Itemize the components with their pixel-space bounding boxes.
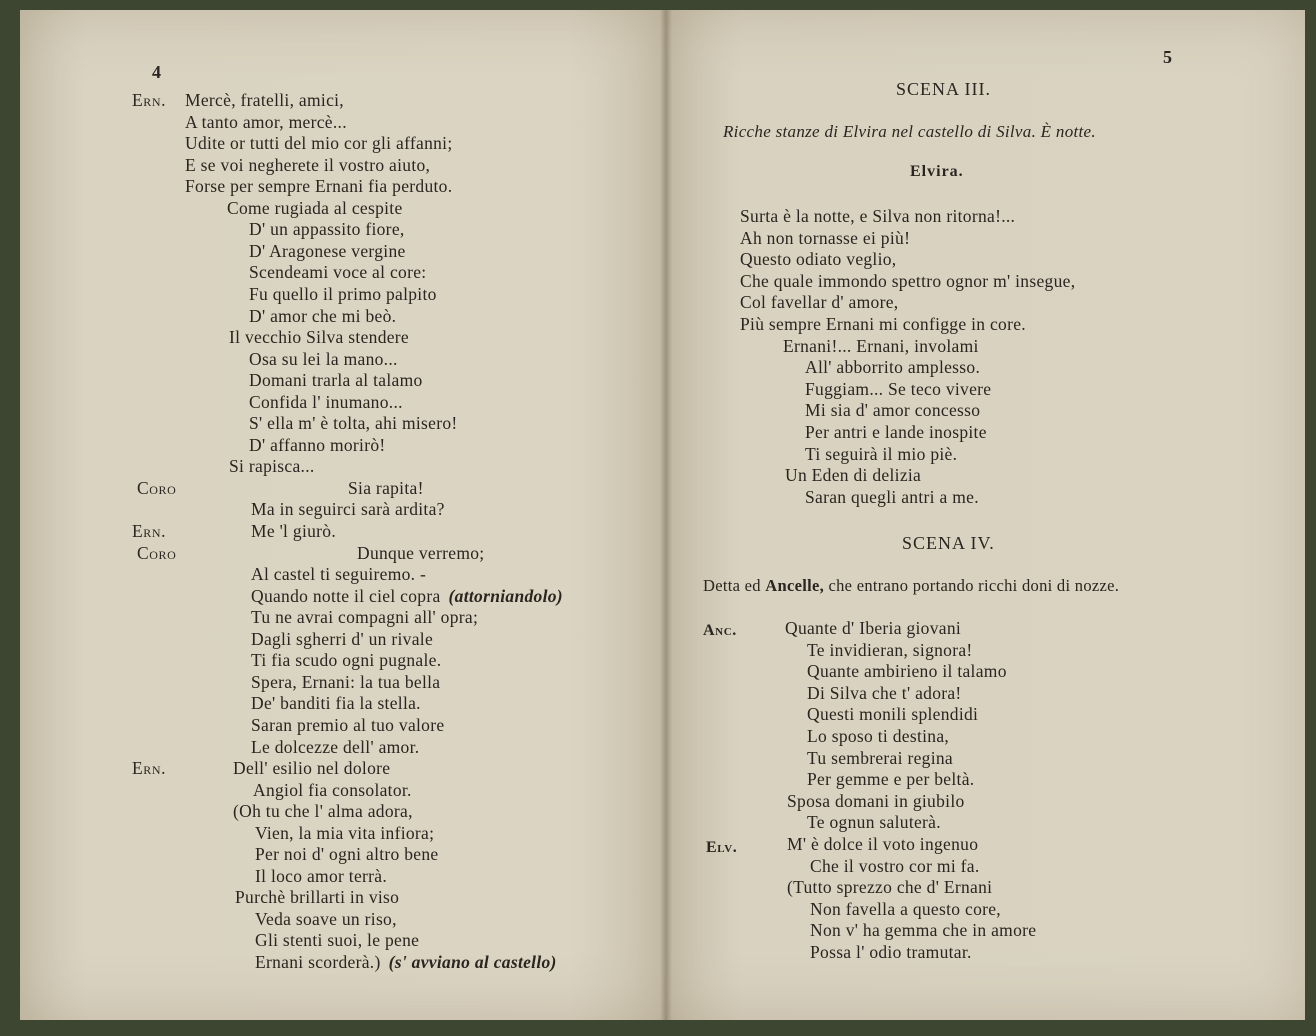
verse-line <box>251 564 426 584</box>
book-gutter <box>660 10 672 1020</box>
verse-line: Ti seguirà il mio piè. <box>805 443 958 464</box>
verse-line <box>249 262 426 282</box>
verse-line: Di Silva che t' adora! <box>807 682 962 703</box>
verse-line: Mi sia d' amor concesso <box>805 400 981 421</box>
verse-line <box>227 198 403 218</box>
verse-line <box>229 327 409 347</box>
verse-line: Non favella a questo core, <box>810 898 1001 919</box>
verse-text: Sia rapita! <box>348 477 424 498</box>
verse-text: Gli stenti suoi, le pene <box>255 930 420 951</box>
scene-4-setting <box>703 576 1119 596</box>
verse-line <box>185 90 344 110</box>
verse-text: Come rugiada al cespite <box>227 197 403 218</box>
verse-line: Surta è la notte, e Silva non ritorna!... <box>740 206 1016 226</box>
verse-line <box>185 133 453 153</box>
verse-text: D' affanno morirò! <box>249 434 386 455</box>
verse-text: Mercè, fratelli, amici, <box>185 90 344 110</box>
verse-line: All' abborrito amplesso. <box>805 357 981 378</box>
verse-line <box>249 241 406 261</box>
verse-text: Ernani scorderà.) <box>255 952 381 972</box>
scene-4-setting-pre: Detta ed <box>703 576 761 595</box>
verse-line <box>233 801 413 821</box>
verse-text: Osa su lei la mano... <box>249 348 398 369</box>
verse-text: A tanto amor, mercè... <box>185 111 347 132</box>
verse-text: Forse per sempre Ernani fia perduto. <box>185 176 453 197</box>
verse-text: Purchè brillarti in viso <box>235 887 400 908</box>
verse-text: Veda soave un riso, <box>255 908 397 929</box>
verse-line: Lo sposo ti destina, <box>807 726 950 746</box>
scene-4-setting-ancelle: Ancelle, <box>765 576 825 595</box>
verse-line <box>249 370 423 390</box>
verse-text: Scendeami voce al core: <box>249 262 427 283</box>
scene-4-title: SCENA IV. <box>902 533 995 553</box>
speaker-elv: Elv. <box>706 839 738 856</box>
verse-text: Dagli sgherri d' un rivale <box>251 628 434 649</box>
right-page-number: 5 <box>1163 47 1173 67</box>
verse-line: Saran quegli antri a me. <box>805 486 979 507</box>
verse-text: Quando notte il ciel copra <box>251 585 441 606</box>
speaker-label: Coro <box>137 477 177 498</box>
verse-line <box>251 737 419 757</box>
scene-4-setting-post: che entrano portando ricchi doni di nozze. <box>828 576 1120 595</box>
right-page <box>665 10 1305 1020</box>
verse-text: Tu ne avrai compagni all' opra; <box>251 607 479 628</box>
verse-line <box>251 693 421 713</box>
verse-line <box>249 413 458 433</box>
verse-line: Possa l' odio tramutar. <box>810 942 972 962</box>
left-page-number: 4 <box>152 62 162 82</box>
verse-line <box>185 112 347 132</box>
verse-line <box>249 435 386 455</box>
verse-line: Un Eden di delizia <box>785 465 922 486</box>
verse-text: Per noi d' ogni altro bene <box>255 844 439 865</box>
verse-text: Confida l' inumano... <box>249 391 403 412</box>
stage-direction: (attorniandolo) <box>448 585 563 606</box>
verse-text: Il vecchio Silva stendere <box>229 327 410 348</box>
verse-line <box>251 607 478 627</box>
verse-text: Le dolcezze dell' amor. <box>251 736 420 757</box>
verse-line <box>251 650 441 670</box>
verse-text: S' ella m' è tolta, ahi misero! <box>249 413 458 434</box>
verse-line <box>249 392 403 412</box>
verse-line <box>185 176 452 196</box>
verse-line <box>253 780 412 800</box>
verse-line: (Tutto sprezzo che d' Ernani <box>787 877 993 898</box>
verse-text: Ti fia scudo ogni pugnale. <box>251 650 442 671</box>
verse-text: Dunque verremo; <box>357 542 485 563</box>
verse-line <box>249 284 437 304</box>
verse-text: Fu quello il primo palpito <box>249 283 437 304</box>
verse-text: E se voi negherete il vostro aiuto, <box>185 154 431 175</box>
verse-line: Quante ambirieno il talamo <box>807 661 1007 682</box>
verse-line <box>251 586 563 606</box>
speaker-anc: Anc. <box>703 622 737 639</box>
verse-text: De' banditi fia la stella. <box>251 693 421 714</box>
verse-line: Questo odiato veglio, <box>740 249 897 270</box>
verse-line <box>255 844 438 864</box>
verse-line <box>255 866 387 886</box>
verse-line <box>233 758 390 778</box>
verse-line: Sposa domani in giubilo <box>787 790 965 811</box>
verse-line: Tu sembrerai regina <box>807 747 953 768</box>
verse-line: Per antri e lande inospite <box>805 422 987 442</box>
verse-line <box>348 478 424 498</box>
speaker-label: Ern. <box>132 758 167 779</box>
verse-line: Che quale immondo spettro ognor m' insegue, <box>740 270 1076 291</box>
verse-line: Questi monili splendidi <box>807 704 979 725</box>
verse-line <box>185 155 430 175</box>
verse-text: Saran premio al tuo valore <box>251 714 445 735</box>
verse-line <box>251 629 433 649</box>
verse-line: Quante d' Iberia giovani <box>785 618 962 638</box>
verse-text: D' un appassito fiore, <box>249 219 405 240</box>
verse-line <box>255 823 434 843</box>
verse-text: Udite or tutti del mio cor gli affanni; <box>185 133 453 154</box>
verse-text: Al castel ti seguiremo. - <box>251 564 427 585</box>
verse-text: Domani trarla al talamo <box>249 370 423 391</box>
verse-text: Si rapisca... <box>229 456 315 477</box>
verse-line: Te ognun saluterà. <box>807 812 941 833</box>
verse-line <box>249 306 396 326</box>
verse-line: Per gemme e per beltà. <box>807 769 975 790</box>
verse-line <box>249 219 405 239</box>
verse-line <box>251 715 444 735</box>
verse-line: Te invidieran, signora! <box>807 639 973 660</box>
verse-line: Non v' ha gemma che in amore <box>810 920 1037 941</box>
verse-line <box>229 456 315 476</box>
verse-line <box>255 952 557 972</box>
stage-direction: (s' avviano al castello) <box>388 952 557 972</box>
scene-3-title: SCENA III. <box>896 79 991 99</box>
verse-line: Ah non tornasse ei più! <box>740 227 911 248</box>
verse-line <box>255 930 419 950</box>
verse-text: Il loco amor terrà. <box>255 865 388 886</box>
verse-text: D' amor che mi beò. <box>249 305 397 326</box>
verse-line: Ernani!... Ernani, involami <box>783 335 979 356</box>
speaker-label: Coro <box>137 542 177 563</box>
verse-text: Vien, la mia vita infiora; <box>255 822 435 843</box>
verse-text: D' Aragonese vergine <box>249 240 406 261</box>
verse-line <box>251 521 336 541</box>
verse-text: Ma in seguirci sarà ardita? <box>251 499 445 520</box>
verse-line: Che il vostro cor mi fa. <box>810 855 980 876</box>
verse-line <box>235 887 399 907</box>
verse-text: Angiol fia consolator. <box>253 779 412 800</box>
scene-3-character: Elvira. <box>910 163 964 180</box>
verse-text: Me 'l giurò. <box>251 521 337 541</box>
speaker-label: Ern. <box>132 90 167 110</box>
verse-line <box>251 499 445 519</box>
verse-line: Più sempre Ernani mi configge in core. <box>740 314 1026 334</box>
speaker-label: Ern. <box>132 521 167 541</box>
verse-text: Dell' esilio nel dolore <box>233 758 391 779</box>
verse-line <box>249 349 398 369</box>
verse-line: M' è dolce il voto ingenuo <box>787 834 979 854</box>
verse-line: Fuggiam... Se teco vivere <box>805 378 992 399</box>
verse-line <box>255 909 397 929</box>
scene-3-setting: Ricche stanze di Elvira nel castello di Silva. È notte. <box>723 122 1096 141</box>
verse-line: Col favellar d' amore, <box>740 292 899 313</box>
verse-line <box>357 543 484 563</box>
verse-text: (Oh tu che l' alma adora, <box>233 801 413 822</box>
verse-line <box>251 672 440 692</box>
verse-text: Spera, Ernani: la tua bella <box>251 671 441 692</box>
